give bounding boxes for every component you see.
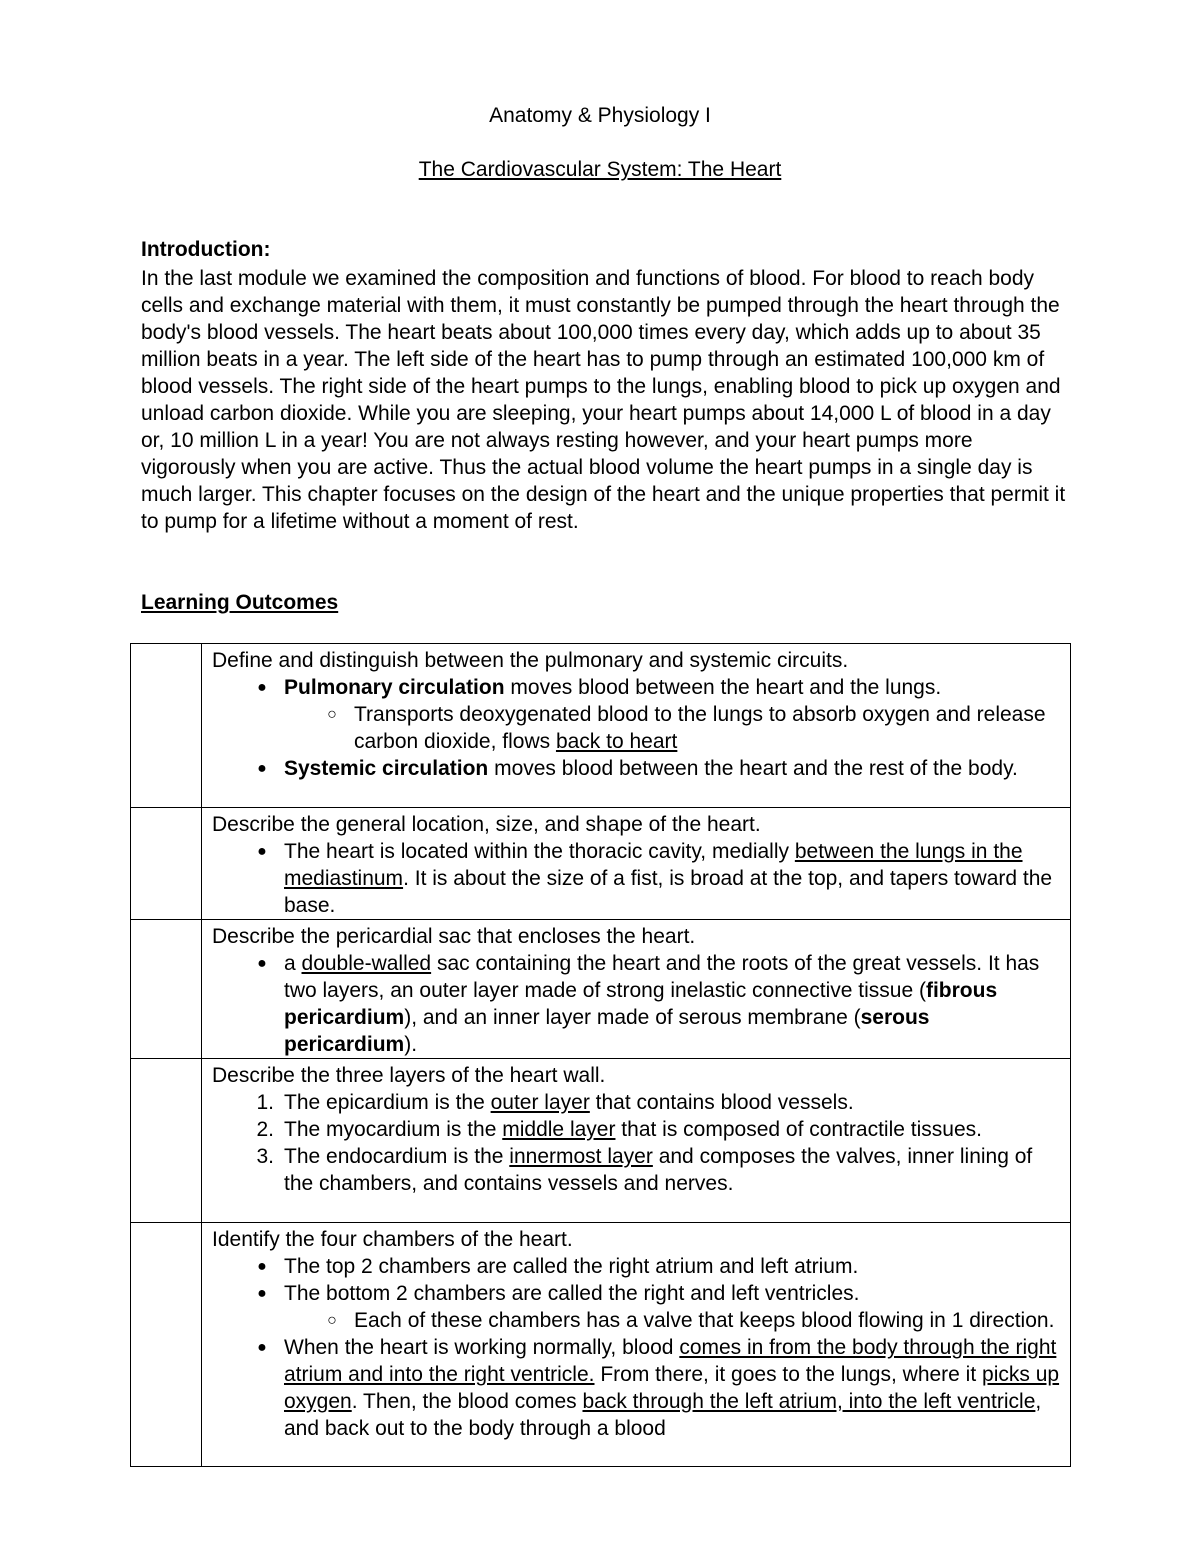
page-subtitle: The Cardiovascular System: The Heart (418, 158, 782, 181)
learning-outcomes-table (130, 643, 1071, 1467)
item-text: From there, it goes to the lungs, where it (594, 1363, 983, 1386)
item-text: The myocardium is the (284, 1118, 503, 1141)
table-row (131, 808, 1071, 920)
number-marker: 1. (256, 1091, 274, 1114)
item-text: sac containing the heart and the roots of the great vessels. It has two layers, an outer layer made of strong inelastic connective tissue ( (284, 952, 1040, 1002)
list-item (212, 1089, 1060, 1116)
list-item (212, 1116, 1060, 1143)
item-text: . Then, the blood comes (351, 1390, 583, 1413)
bullet-marker: ● (257, 1339, 267, 1356)
cell-clip (212, 1226, 1060, 1466)
list-item (212, 701, 1060, 755)
outcome-heading: Describe the pericardial sac that encloses the heart. (212, 925, 696, 948)
item-text: , and back out to the body through a blood (284, 1390, 1042, 1440)
underlined-text: double-walled (301, 952, 432, 975)
outcome-content-cell (202, 920, 1071, 1059)
item-text: and composes the valves, inner lining of the chambers, and contains vessels and nerves. (284, 1145, 1033, 1195)
outcome-number-cell (131, 808, 202, 920)
term-bold: Pulmonary circulation (284, 676, 505, 699)
table-row (131, 1059, 1071, 1223)
introduction-paragraph: In the last module we examined the composition and functions of blood. For blood to reach body cells and exchange material with them, it must constantly be pumped through the heart through the body's blood vessels. The heart beats about 100,000 times every day, which adds up to about 35 million beats in a year. The left side of the heart has to pump through an estimated 100,000 km of blood vessels. The right side of the heart pumps to the lungs, enabling blood to pick up oxygen and unload carbon dioxide. While you are sleeping, your heart pumps about 14,000 L of blood in a day or, 10 million L in a year! You are not always resting however, and your heart pumps more vigorously when you are active. Thus the actual blood volume the heart pumps in a single day is much larger. This chapter focuses on the design of the heart and the unique properties that permit it to pump for a lifetime without a moment of rest. (141, 267, 1066, 533)
learning-outcomes-heading: Learning Outcomes (141, 591, 339, 614)
bullet-marker: ● (257, 1285, 267, 1302)
table-row (131, 644, 1071, 808)
outcome-heading: Describe the three layers of the heart wall. (212, 1064, 606, 1087)
introduction-heading: Introduction: (141, 238, 271, 261)
item-text: The top 2 chambers are called the right atrium and left atrium. (284, 1255, 859, 1278)
term-bold: serous pericardium (284, 1006, 930, 1056)
outcome-content-cell (202, 808, 1071, 920)
underlined-text: comes in from the body through the right atrium and into the right ventricle. (284, 1336, 1057, 1386)
table-row (131, 920, 1071, 1059)
list-item (212, 1253, 1060, 1280)
list-item (212, 950, 1060, 1058)
item-text: Transports deoxygenated blood to the lungs to absorb oxygen and release carbon dioxide, flows (354, 703, 1046, 753)
item-text: moves blood between the heart and the rest of the body. (488, 757, 1018, 780)
item-text: a (284, 952, 302, 975)
list-item (212, 1143, 1060, 1197)
outcome-heading: Define and distinguish between the pulmonary and systemic circuits. (212, 649, 849, 672)
outcome-number-cell (131, 1059, 202, 1223)
bullet-marker: ● (257, 955, 267, 972)
list-item (212, 838, 1060, 919)
item-text: that is composed of contractile tissues. (615, 1118, 982, 1141)
bullet-marker: ● (257, 679, 267, 696)
list-item (212, 1280, 1060, 1307)
table-row (131, 1223, 1071, 1467)
outcome-content-cell (202, 644, 1071, 808)
bullet-marker: ● (257, 843, 267, 860)
item-text: . It is about the size of a fist, is broad at the top, and tapers toward the base. (284, 867, 1053, 917)
item-text: ). (404, 1033, 418, 1056)
underlined-text: back through the left atrium, into the left ventricle (582, 1390, 1036, 1413)
underlined-text: picks up oxygen (284, 1363, 1060, 1413)
outcome-number-cell (131, 920, 202, 1059)
list-item (212, 674, 1060, 701)
bullet-marker: ● (257, 1258, 267, 1275)
underlined-text: outer layer (490, 1091, 590, 1114)
page-title: Anatomy & Physiology I (489, 104, 711, 127)
outcome-heading: Identify the four chambers of the heart. (212, 1228, 573, 1251)
sub-bullet-marker: ○ (327, 1312, 337, 1329)
outcome-heading: Describe the general location, size, and shape of the heart. (212, 813, 761, 836)
item-text: ), and an inner layer made of serous membrane ( (404, 1006, 861, 1029)
number-marker: 2. (256, 1118, 274, 1141)
item-text: The heart is located within the thoracic cavity, medially (284, 840, 795, 863)
outcome-number-cell (131, 644, 202, 808)
underlined-text: middle layer (502, 1118, 616, 1141)
item-text: Each of these chambers has a valve that keeps blood flowing in 1 direction. (354, 1309, 1055, 1332)
outcome-number-cell (131, 1223, 202, 1467)
item-text: The bottom 2 chambers are called the right and left ventricles. (284, 1282, 860, 1305)
outcome-content-cell (202, 1223, 1071, 1467)
list-item (212, 1307, 1060, 1334)
outcome-content-cell (202, 1059, 1071, 1223)
item-text: moves blood between the heart and the lungs. (504, 676, 942, 699)
bullet-marker: ● (257, 760, 267, 777)
list-item (212, 1334, 1060, 1442)
term-bold: fibrous pericardium (284, 979, 998, 1029)
list-item (212, 755, 1060, 782)
underlined-text: between the lungs in the mediastinum (284, 840, 1023, 890)
term-bold: Systemic circulation (284, 757, 489, 780)
number-marker: 3. (256, 1145, 274, 1168)
item-text: When the heart is working normally, blood (284, 1336, 680, 1359)
item-text: The endocardium is the (284, 1145, 510, 1168)
sub-bullet-marker: ○ (327, 706, 337, 723)
item-text: The epicardium is the (284, 1091, 491, 1114)
underlined-text: innermost layer (509, 1145, 653, 1168)
item-text: that contains blood vessels. (589, 1091, 854, 1114)
underlined-text: back to heart (555, 730, 678, 753)
